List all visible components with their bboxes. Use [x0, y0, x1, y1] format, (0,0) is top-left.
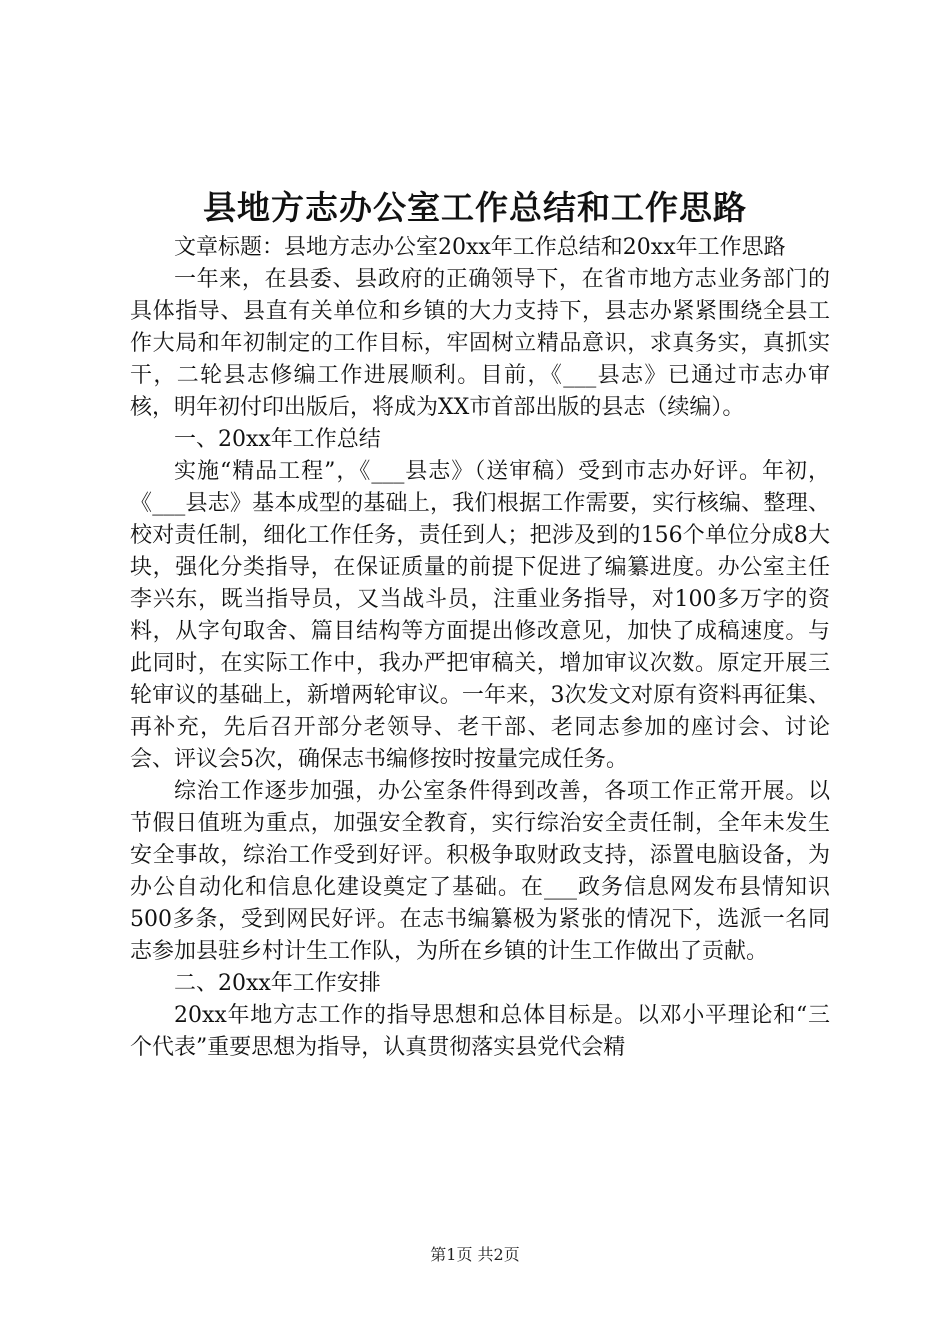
section-heading-summary: 一、20xx年工作总结 — [174, 427, 381, 452]
article-title-paragraph: 文章标题：县地方志办公室20xx年工作总结和20xx年工作思路 — [174, 235, 786, 260]
intro-paragraph: 一年来，在县委、县政府的正确领导下，在省市地方志业务部门的具体指导、县直有关单位和乡镇的大力支持下，县志办紧紧围绕全县工作大局和年初制定的工作目标，牢固树立精品意识，求真务实，真抓实干，二轮县志修编工作进展顺利。目前，《___县志》已通过市志办审核，明年初付印出版后，将成为XX市首部出版的县志（续编）。 — [130, 267, 830, 420]
summary-paragraph-1: 实施“精品工程”，《___县志》（送审稿）受到市志办好评。年初，《___县志》基本成型的基础上，我们根据工作需要，实行核编、整理、校对责任制，细化工作任务，责任到人；把涉及到的156个单位分成8大块，强化分类指导，在保证质量的前提下促进了编纂进度。办公室主任李兴东，既当指导员，又当战斗员，注重业务指导，对100多万字的资料，从字句取舍、篇目结构等方面提出修改意见，加快了成稿速度。与此同时，在实际工作中，我办严把审稿关，增加审议次数。原定开展三轮审议的基础上，新增两轮审议。一年来，3次发文对原有资料再征集、再补充，先后召开部分老领导、老干部、老同志参加的座讨会、讨论会、评议会5次，确保志书编修按时按量完成任务。 — [130, 459, 830, 772]
summary-paragraph-2: 综治工作逐步加强，办公室条件得到改善，各项工作正常开展。以节假日值班为重点，加强安全教育，实行综治安全责任制，全年未发生安全事故，综治工作受到好评。积极争取财政支持，添置电脑设备，为办公自动化和信息化建设奠定了基础。在___政务信息网发布县情知识500多条，受到网民好评。在志书编纂极为紧张的情况下，选派一名同志参加县驻乡村计生工作队，为所在乡镇的计生工作做出了贡献。 — [130, 779, 830, 964]
document-title: 县地方志办公室工作总结和工作思路 — [203, 188, 747, 227]
page-footer: 第1页 共2页 — [430, 1245, 520, 1264]
plan-paragraph-1: 20xx年地方志工作的指导思想和总体目标是。以邓小平理论和“三个代表”重要思想为指导，认真贯彻落实县党代会精 — [130, 1003, 830, 1060]
section-heading-plan: 二、20xx年工作安排 — [174, 971, 381, 996]
document-body — [130, 232, 830, 1064]
